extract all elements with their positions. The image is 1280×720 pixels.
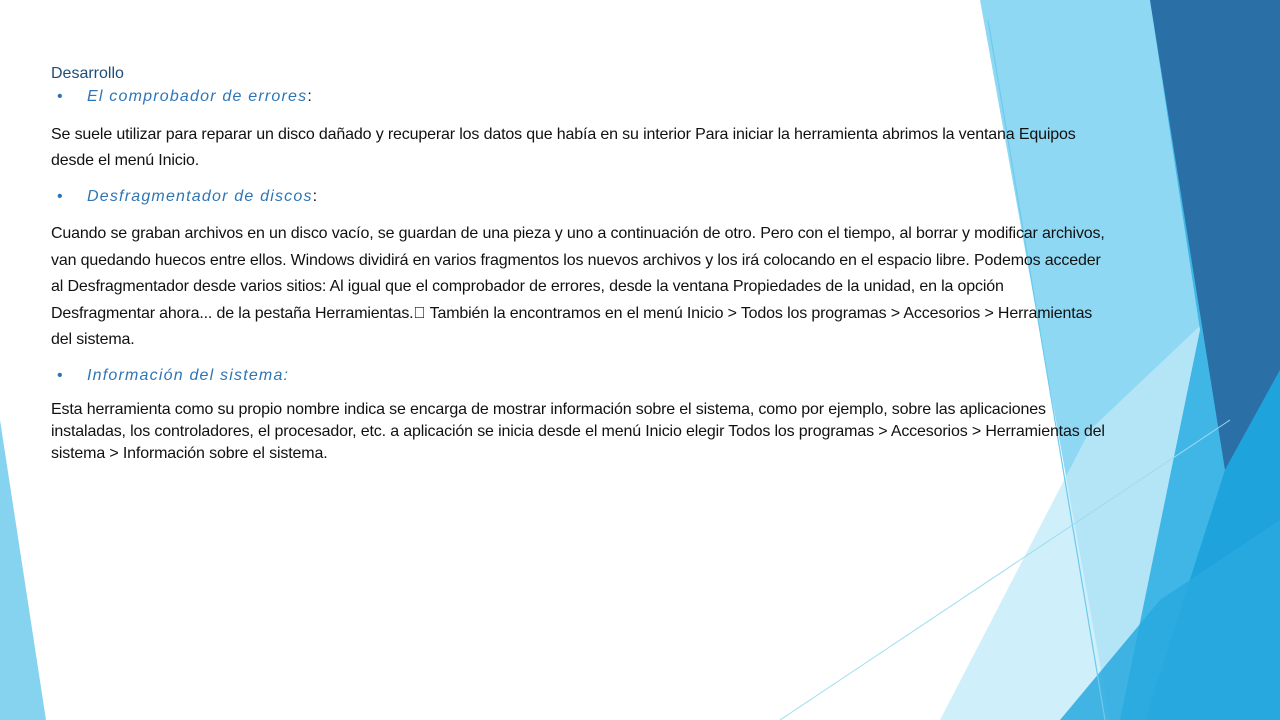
bullet-title: Desfragmentador de discos (87, 188, 313, 205)
bullet-defragmenter (51, 187, 1111, 207)
bullet-dot-icon: • (57, 366, 64, 384)
paragraph-system-info: Esta herramienta como su propio nombre indica se encarga de mostrar información sobre el sistema, como por ejemplo, sobre las aplicaciones instaladas, los controladores, el procesador, etc. a aplicación se inicia desde el menú Inicio elegir Todos los programas > Accesorios > Herramientas del sistema > Información sobre el sistema. (51, 400, 1105, 462)
bullet-dot-icon: • (57, 88, 64, 105)
slide-content (51, 64, 1111, 465)
bullet-dot-icon: • (57, 188, 64, 205)
bullet-title-suffix: : (307, 88, 313, 105)
bullet-title-suffix: : (312, 188, 319, 205)
slide-heading: Desarrollo (51, 65, 124, 82)
bullet-system-info (51, 366, 1111, 386)
left-accent-shape (0, 420, 46, 720)
bullet-title: El comprobador de errores (87, 88, 308, 105)
bullet-error-checker (51, 87, 1111, 107)
paragraph-defragmenter: Cuando se graban archivos en un disco vacío, se guardan de una pieza y uno a continuación de otro. Pero con el tiempo, al borrar y modificar archivos, van quedando huecos entre ellos. Windows dividirá en varios fragmentos los nuevos archivos y los irá colocando en el espacio libre. Podemos acceder al Desfragmentador desde varios sitios: Al igual que el comprobador de errores, desde la ventana Propiedades de la unidad, en la opción Desfragmentar ahora... de la pestaña Herramientas. También la encontramos en el menú Inicio > Todos los programas > Accesorios > Herramientas del sistema. (51, 225, 1106, 348)
bullet-title: Información del sistema: (87, 366, 290, 384)
paragraph-error-checker: Se suele utilizar para reparar un disco dañado y recuperar los datos que había en su interior Para iniciar la herramienta abrimos la ventana Equipos desde el menú Inicio. (51, 126, 1076, 169)
